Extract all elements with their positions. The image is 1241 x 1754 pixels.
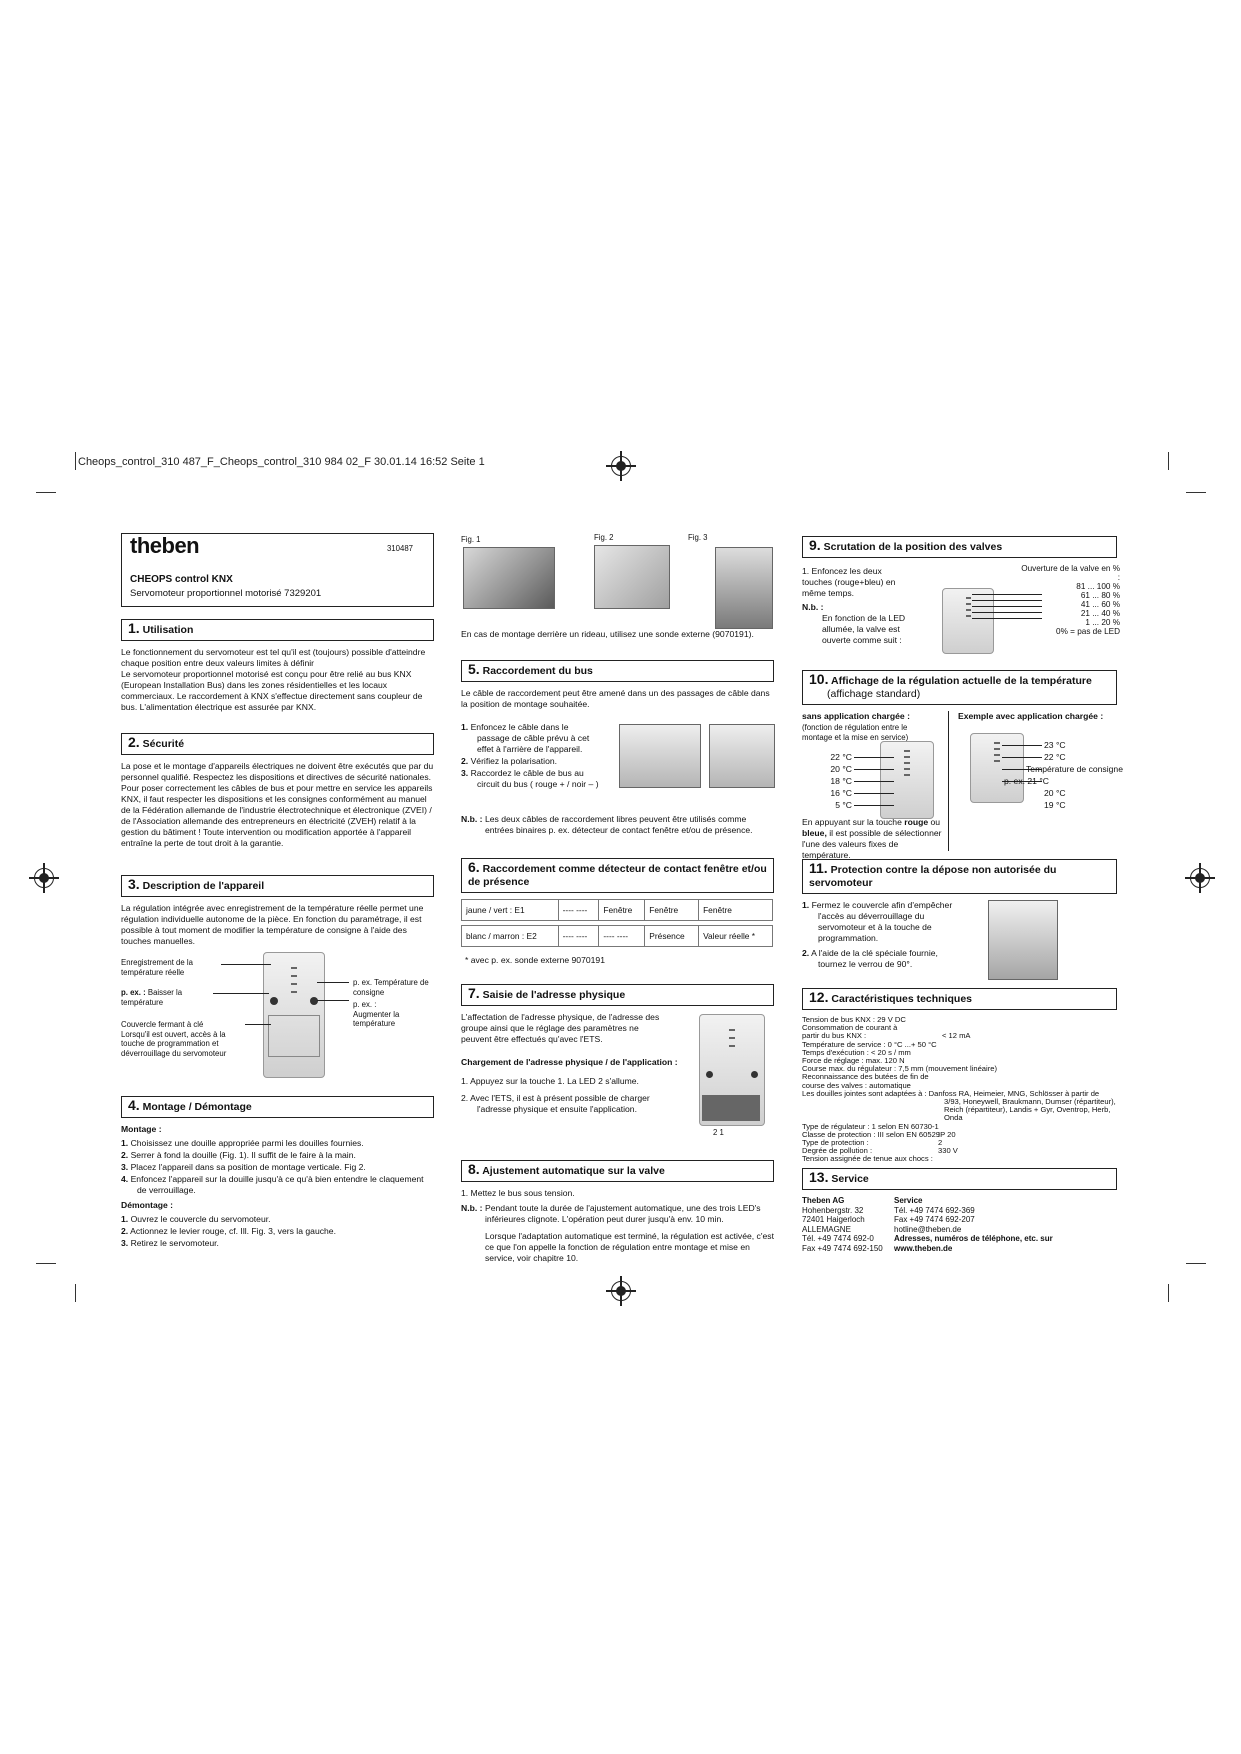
column-middle xyxy=(461,533,774,1264)
s10-right-temps: 23 °C 22 °C Température de consigne p. ex. 21 °C 20 °C 19 °C xyxy=(1004,740,1123,810)
section-1-header: 1. Utilisation xyxy=(121,619,434,641)
list-item: 2. Avec l'ETS, il est à présent possible de charger l'adresse physique et ensuite l'application. xyxy=(461,1093,650,1114)
figures-row xyxy=(461,533,774,629)
website-link[interactable]: www.theben.de xyxy=(894,1243,953,1253)
device-valve-image xyxy=(942,588,994,654)
device-open-image xyxy=(699,1014,765,1126)
fig3-image xyxy=(715,547,773,629)
list-item: 2. Serrer à fond la douille (Fig. 1). Il suffit de le faire à la main. xyxy=(121,1150,356,1160)
spec-shock: 330 V xyxy=(938,1146,958,1155)
product-name: CHEOPS control KNX xyxy=(130,574,233,585)
crop-mark xyxy=(36,1263,56,1264)
s11-body xyxy=(802,900,1117,984)
company-address: Theben AG Hohenbergstr. 32 72401 Haigerloch ALLEMAGNE Tél. +49 7474 692-0 Fax +49 7474 692-150 xyxy=(802,1196,883,1253)
valve-legend: Ouverture de la valve en % : 81 ... 100 % 61 ... 80 % 41 ... 60 % 21 ... 40 % 1 ... 20 % 0% = pas de LED xyxy=(1021,564,1120,636)
spec-current: < 12 mA xyxy=(942,1031,971,1040)
s1-text: Le fonctionnement du servomoteur est tel qu'il est (toujours) possible d'atteindre chaque position entre deux valeurs limites à définir Le servomoteur proportionnel motorisé est conçu pour être relié au bus KNX (European Installation Bus) dans les zones résidentielles et les locaux commerciaux. Le raccordement à KNX s'effectue directement sans coupleur de bus. L'alimentation électrique est assurée par KNX. xyxy=(121,647,426,712)
print-header: Cheops_control_310 487_F_Cheops_control_310 984 02_F 30.01.14 16:52 Seite 1 xyxy=(78,456,485,468)
product-subtitle: Servomoteur proportionnel motorisé 7329201 xyxy=(130,588,322,599)
mount-title: Montage : xyxy=(121,1124,162,1134)
section-8-header: 8. Ajustement automatique sur la valve xyxy=(461,1160,774,1182)
divider xyxy=(948,711,949,851)
title-box xyxy=(121,533,434,607)
registration-mark-icon xyxy=(1190,868,1210,888)
dismount-list xyxy=(121,1214,434,1249)
s9-step1: 1. Enfoncez les deux touches (rouge+bleu) en même temps. xyxy=(802,566,896,598)
crop-mark xyxy=(1186,1263,1206,1264)
bus-cable-image-2 xyxy=(709,724,775,788)
list-item: 2. Vérifiez la polarisation. xyxy=(461,756,558,766)
s5-text: Le câble de raccordement peut être amené dans un des passages de câble dans la position de montage souhaitée. xyxy=(461,688,770,709)
s3-text: La régulation intégrée avec enregistrement de la température réelle permet une régulation individuelle autonome de la pièce. En fonction du paramétrage, il est possible à tout moment de modifier la température de consigne à l'aide des touches manuelles. xyxy=(121,903,424,946)
registration-mark-icon xyxy=(611,456,631,476)
s6-footnote: * avec p. ex. sonde externe 9070191 xyxy=(465,955,605,965)
section-6-header: 6. Raccordement comme détecteur de contact fenêtre et/ou de présence xyxy=(461,858,774,893)
section-4-header: 4. Montage / Démontage xyxy=(121,1096,434,1118)
crop-mark xyxy=(75,1284,76,1302)
list-item: 3. Placez l'appareil dans sa position de montage verticale. Fig 2. xyxy=(121,1162,366,1172)
s10-right-title: Exemple avec application chargée : xyxy=(958,711,1104,721)
figs-caption: En cas de montage derrière un rideau, utilisez une sonde externe (9070191). xyxy=(461,629,754,639)
list-item: 2. A l'aide de la clé spéciale fournie, tournez le verrou de 90°. xyxy=(802,948,938,969)
section-2-header: 2. Sécurité xyxy=(121,733,434,755)
fig2-label: Fig. 2 xyxy=(594,533,614,542)
spec-ip: IP 20 xyxy=(938,1130,956,1139)
list-item: 4. Enfoncez l'appareil sur la douille jusqu'à ce qu'à bien entendre le claquement de verrouillage. xyxy=(121,1174,424,1195)
section-11-header: 11. Protection contre la dépose non autorisée du servomoteur xyxy=(802,859,1117,894)
table-row: blanc / marron : E2 ---- ---- ---- ---- Présence Valeur réelle * xyxy=(462,926,773,947)
list-item: 1. Fermez le couvercle afin d'empêcher l'accès au déverrouillage du servomoteur et à la touche de programmation. xyxy=(802,900,953,943)
crop-mark xyxy=(36,492,56,493)
section-5-header: 5. Raccordement du bus xyxy=(461,660,774,682)
section-12-header: 12. Caractéristiques techniques xyxy=(802,988,1117,1010)
label-setpoint: p. ex. Température de consigne xyxy=(353,978,429,997)
contact-table xyxy=(461,899,773,947)
list-item: 1. Enfoncez le câble dans le passage de câble prévu à cet effet à l'arrière de l'appareil. xyxy=(461,722,590,754)
s7-body xyxy=(461,1012,774,1152)
section-10-header: 10. Affichage de la régulation actuelle de la température (affichage standard) xyxy=(802,670,1117,705)
service-block xyxy=(802,1196,1117,1254)
mount-list xyxy=(121,1138,434,1196)
dismount-title: Démontage : xyxy=(121,1200,174,1210)
spec-pollution: 2 xyxy=(938,1138,943,1147)
column-right xyxy=(802,536,1123,1254)
crop-mark xyxy=(1168,452,1169,470)
list-item: 1. Choisissez une douille appropriée parmi les douilles fournies. xyxy=(121,1138,364,1148)
s8-nb2: Lorsque l'adaptation automatique est terminé, la régulation est activée, c'est ce que l'on appelle la fonction de régulation entre montage et mise en service, voir chapitre 10. xyxy=(485,1231,774,1263)
s10-left-title: sans application chargée : xyxy=(802,711,910,721)
s10-footer: En appuyant sur la touche rouge ou bleue, il est possible de sélectionner l'une des valeurs fixes de température. xyxy=(802,817,942,860)
crop-mark xyxy=(75,452,76,470)
section-13-header: 13. Service xyxy=(802,1168,1117,1190)
crop-mark xyxy=(1186,492,1206,493)
device-image xyxy=(263,952,325,1078)
s5-steps xyxy=(461,722,774,814)
label-lower-prefix: p. ex. : xyxy=(121,988,146,997)
section-9-header: 9. Scrutation de la position des valves xyxy=(802,536,1117,558)
s7-fig-labels: 2 1 xyxy=(713,1128,724,1137)
fig3-label: Fig. 3 xyxy=(688,533,708,542)
label-lower-temp: Baisser la température xyxy=(121,988,183,1007)
s8-nb: N.b. : Pendant toute la durée de l'ajustement automatique, une des trois LED's inférieures clignote. L'opération peut durer jusqu'à env. 10 min. xyxy=(461,1203,761,1224)
fig1-image xyxy=(463,547,555,609)
registration-mark-icon xyxy=(611,1281,631,1301)
tech-specs: Tension de bus KNX : 29 V DC Consommation de courant à partir du bus KNX : Température de service : 0 °C ...+ 50 °C Temps d'exécution : < 20 s / mm Force de réglage : max. 120 N Course max. du régulateur : 7,5 mm (mouvement linéaire) Reconnaissance des butées de fin de course des valves : automatique Les douilles jointes sont adaptées à : Danfoss RA, Heimeier, MNG, Schlösser à partir de 3/93, Honeywell, Braukmann, Dumser (répartiteur), Reich (répartiteur), Landis + Gyr, Oventrop, Herb, Onda Type de régulateur : 1 selon EN 60730-1 Classe de protection : III selon EN 60529 Type de protection : Degrée de pollution : Tension assignée de tenue aux chocs : < 12 mA IP 20 2 330 V xyxy=(802,1015,1116,1164)
section-7-header: 7. Saisie de l'adresse physique xyxy=(461,984,774,1006)
lock-image xyxy=(988,900,1058,980)
s7-subtitle: Chargement de l'adresse physique / de l'application : xyxy=(461,1057,678,1067)
list-item: 2. Actionnez le levier rouge, cf. Ill. Fig. 3, vers la gauche. xyxy=(121,1226,336,1236)
list-item: 1. Appuyez sur la touche 1. La LED 2 s'allume. xyxy=(461,1076,639,1086)
section-3-header: 3. Description de l'appareil xyxy=(121,875,434,897)
table-row: jaune / vert : E1 ---- ---- Fenêtre Fenêtre Fenêtre xyxy=(462,900,773,921)
s5-nb: N.b. : Les deux câbles de raccordement libres peuvent être utilisés comme entrées binaires p. ex. détecteur de contact fenêtre et/ou de présence. xyxy=(461,814,753,835)
column-left xyxy=(121,533,434,1250)
s9-nb: En fonction de la LED allumée, la valve est ouverte comme suit : xyxy=(822,613,906,645)
service-contacts: Service Tél. +49 7474 692-369 Fax +49 7474 692-207 hotline@theben.de Adresses, numéros de téléphone, etc. sur www.theben.de xyxy=(894,1196,1053,1253)
s10-body xyxy=(802,711,1123,860)
label-real-temp: Enregistrement de la température réelle xyxy=(121,958,193,977)
s10-left-temps: 22 °C 20 °C 18 °C 16 °C 5 °C xyxy=(830,752,852,810)
list-item: 3. Retirez le servomoteur. xyxy=(121,1238,219,1248)
fig2-image xyxy=(594,545,670,609)
s10-left-note: (fonction de régulation entre le montage et la mise en service) xyxy=(802,723,909,742)
list-item: 3. Raccordez le câble de bus au circuit du bus ( rouge + / noir – ) xyxy=(461,768,599,789)
s9-nb-label: N.b. : xyxy=(802,602,824,612)
registration-mark-icon xyxy=(34,868,54,888)
device-temp-example-image xyxy=(970,733,1024,803)
bus-cable-image-1 xyxy=(619,724,701,788)
crop-mark xyxy=(1168,1284,1169,1302)
label-cover: Couvercle fermant à clé Lorsqu'il est ouvert, accès à la touche de programmation et déverrouillage du servomoteur xyxy=(121,1020,227,1058)
label-raise-temp: p. ex. : Augmenter la température xyxy=(353,1000,400,1028)
s7-text: L'affectation de l'adresse physique, de l'adresse des groupe ainsi que le réglage des paramètres ne peuvent être effectués qu'avec l'ETS. xyxy=(461,1012,660,1044)
s9-body xyxy=(802,564,1120,662)
device-temp-image xyxy=(880,741,934,819)
theben-logo: theben xyxy=(130,533,200,558)
s3-figure xyxy=(121,952,434,1086)
s8-step1: 1. Mettez le bus sous tension. xyxy=(461,1188,575,1198)
s2-text: La pose et le montage d'appareils électriques ne doivent être exécutés que par du personnel qualifié. Respectez les dispositions et directives de sécurité nationales. Pour poser correctement les câbles de bus et pour mettre en service les appareils KNX, il faut respecter les dispositions et les consignes conformément au manuel de la Fédération allemande de l'industrie électrotechnique et électronique (ZVEI) / de l'Association allemande des entrepreneurs en électricité (ZVEH) relatif à la gestion du bâtiment ! Toute intervention ou modification apportée à l'appareil entraîne la perte de tout droit à la garantie. xyxy=(121,761,434,848)
doc-number: 310487 xyxy=(386,544,413,553)
fig1-label: Fig. 1 xyxy=(461,535,481,544)
hotline-link[interactable]: hotline@theben.de xyxy=(894,1224,962,1234)
list-item: 1. Ouvrez le couvercle du servomoteur. xyxy=(121,1214,271,1224)
